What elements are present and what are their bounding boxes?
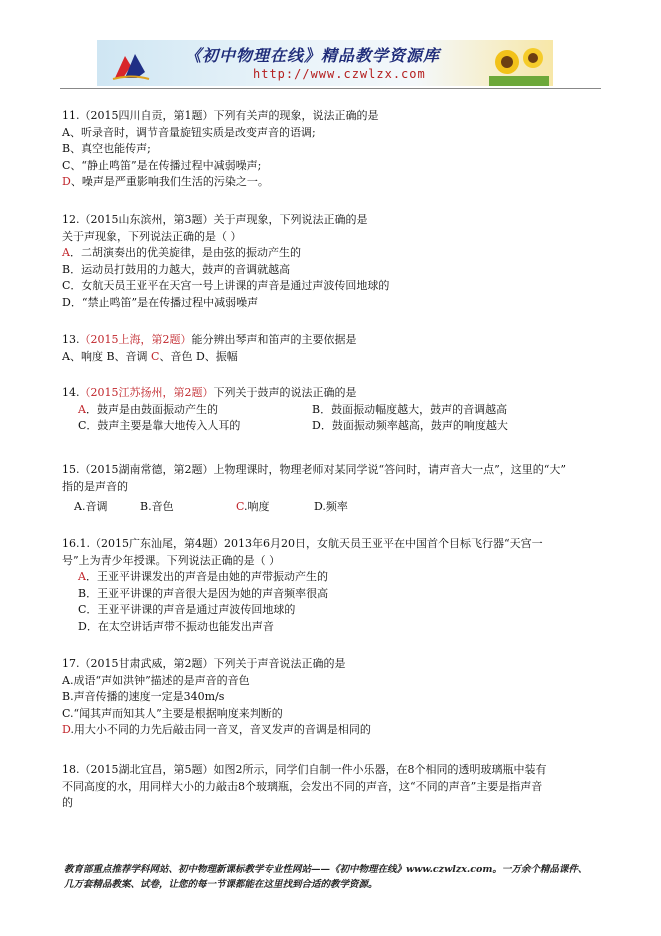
option-c: C．鼓声主要是靠大地传入人耳的 xyxy=(78,419,241,432)
options-line: A、响度 B、音调 C、音色 D、振幅 xyxy=(62,349,238,363)
options-row-2 xyxy=(62,418,508,435)
question-stem-3: 的 xyxy=(62,796,73,809)
option-d: D．在太空讲话声带不振动也能发出声音 xyxy=(78,619,274,633)
footer-line-2: 几万套精品教案、试卷，让您的每一节课都能在这里找到合适的教学资源。 xyxy=(64,879,378,890)
site-logo-icon xyxy=(111,48,151,82)
options-row xyxy=(62,499,566,516)
banner-url[interactable]: http://www.czwlzx.com xyxy=(253,67,426,81)
option-d: D.频率 xyxy=(314,500,348,513)
option-b: B、真空也能传声; xyxy=(62,142,151,155)
option-a: A.成语“声如洪钟”描述的是声音的音色 xyxy=(62,673,250,687)
question-stem-2: 指的是声音的 xyxy=(62,479,128,493)
question-stem: 14.（2015江苏扬州，第2题）下列关于鼓声的说法正确的是 xyxy=(62,386,357,399)
option-b: B.音色 xyxy=(140,500,174,513)
option-c: C．女航天员王亚平在天宫一号上讲课的声音是通过声波传回地球的 xyxy=(62,279,390,292)
question-stem-2: 关于声现象，下列说法正确的是（ ） xyxy=(62,229,242,243)
option-d: D.用大小不同的力先后敲击同一音叉，音叉发声的音调是相同的 xyxy=(62,723,371,736)
question-stem-2: 不同高度的水，用同样大小的力敲击8个玻璃瓶，会发出不同的声音，这“不同的声音”主要是指声音 xyxy=(62,779,543,793)
option-a: A、听录音时，调节音量旋钮实质是改变声音的语调; xyxy=(62,125,316,139)
option-b: B.声音传播的速度一定是340m/s xyxy=(62,690,225,703)
question-stem: 11.（2015四川自贡，第1题）下列有关声的现象，说法正确的是 xyxy=(62,109,379,122)
question-12 xyxy=(62,212,389,311)
question-stem: 12.（2015山东滨州，第3题）关于声现象，下列说法正确的是 xyxy=(62,213,368,226)
option-d: D．鼓面振动频率越高，鼓声的响度越大 xyxy=(312,419,508,432)
option-b: B．运动员打鼓用的力越大，鼓声的音调就越高 xyxy=(62,262,291,276)
option-c: C、“静止鸣笛”是在传播过程中减弱噪声; xyxy=(62,158,262,172)
option-b: B．鼓面振动幅度越大，鼓声的音调越高 xyxy=(312,402,508,416)
question-stem: 17.（2015甘肃武威，第2题）下列关于声音说法正确的是 xyxy=(62,657,346,670)
question-stem: 13.（2015上海，第2题）能分辨出琴声和笛声的主要依据是 xyxy=(62,333,357,346)
question-stem: 16.1.（2015广东汕尾，第4题）2013年6月20日，女航天员王亚平在中国首个目标飞行器“天宫一 xyxy=(62,537,543,550)
question-13 xyxy=(62,332,357,365)
question-16 xyxy=(62,536,543,635)
options-row-1 xyxy=(62,402,508,419)
option-a: A．二胡演奏出的优美旋律，是由弦的振动产生的 xyxy=(62,246,301,259)
question-stem-2: 号”上为青少年授课。下列说法正确的是（ ） xyxy=(62,553,281,567)
sunflower-icon xyxy=(489,42,549,86)
question-15 xyxy=(62,462,566,516)
question-17 xyxy=(62,656,371,739)
question-stem: 18.（2015湖北宜昌，第5题）如图2所示，同学们自制一件小乐器，在8个相同的透明玻璃瓶中装有 xyxy=(62,763,547,776)
footer-line-1: 教育部重点推荐学科网站、初中物理新课标教学专业性网站——《初中物理在线》www.czwlzx.com。一万余个精品课件、 xyxy=(64,864,588,875)
option-c: C．王亚平讲课的声音是通过声波传回地球的 xyxy=(78,603,296,616)
question-11 xyxy=(62,108,379,191)
question-14 xyxy=(62,385,508,435)
option-a: A.音调 xyxy=(74,500,108,513)
question-18 xyxy=(62,762,546,812)
banner-title: 《初中物理在线》精品教学资源库 xyxy=(185,46,441,65)
option-d: D．“禁止鸣笛”是在传播过程中减弱噪声 xyxy=(62,295,259,309)
option-d: D、噪声是严重影响我们生活的污染之一。 xyxy=(62,175,269,188)
option-c: C.响度 xyxy=(236,500,270,513)
header-divider xyxy=(60,88,601,89)
question-stem: 15.（2015湖南常德，第2题）上物理课时，物理老师对某同学说“答问时，请声音大一点”，这里的“大” xyxy=(62,463,566,476)
option-b: B．王亚平讲课的声音很大是因为她的声音频率很高 xyxy=(78,586,329,600)
option-c: C.“闻其声而知其人”主要是根据响度来判断的 xyxy=(62,706,283,720)
option-a: A．鼓声是由鼓面振动产生的 xyxy=(78,402,218,416)
option-a: A．王亚平讲课发出的声音是由她的声带振动产生的 xyxy=(78,570,328,583)
page-footer xyxy=(64,862,587,892)
header-banner xyxy=(97,40,553,86)
